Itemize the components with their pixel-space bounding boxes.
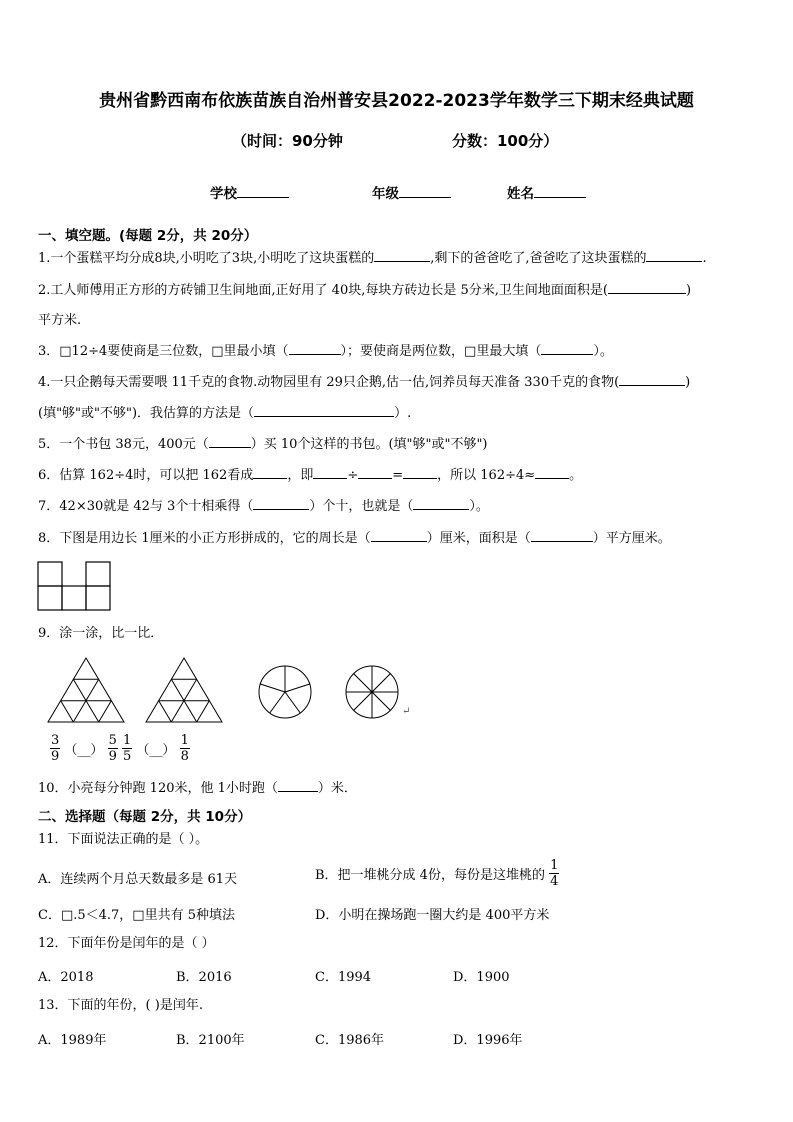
triangle-figure-1 [46, 656, 130, 726]
school-field [210, 182, 289, 202]
question-10 [38, 780, 357, 798]
question-8 [38, 530, 671, 548]
q6-text-f: 。 [569, 468, 583, 483]
q10-blank[interactable] [278, 780, 318, 792]
q11-option-b-text: B．把一堆桃分成 4份，每份是这堆桃的 [315, 868, 545, 883]
q4-text-b: ) [685, 375, 691, 390]
q7-text-c: ）。 [469, 499, 489, 514]
q6-blank-1[interactable] [253, 467, 287, 479]
square-bottom-left [38, 586, 62, 610]
q7-text-a: 7．42×30就是 42与 3个十相乘得（ [38, 499, 254, 514]
fraction-1-5: $\frac{1}{5}$ [123, 733, 132, 764]
q8-text-c: ）平方厘米。 [592, 531, 671, 546]
q11-option-a[interactable]: A．连续两个月总天数最多是 61天 [38, 872, 238, 887]
q6-blank-4[interactable] [403, 467, 437, 479]
q8-text-b: ）厘米，面积是（ [426, 531, 531, 546]
q4-text-c: (填"够"或"不够")．我估算的方法是（ [38, 406, 255, 421]
q3-blank-1[interactable] [289, 343, 341, 355]
q8-text-a: 8．下图是用边长 1厘米的小正方形拼成的，它的周长是（ [38, 531, 371, 546]
q11-option-d[interactable]: D．小明在操场跑一圈大约是 400平方米 [315, 908, 550, 923]
square-top-left [38, 562, 62, 586]
fraction-1-4: $\frac{1}{4}$ [550, 858, 559, 889]
q8-blank-1[interactable] [371, 530, 427, 542]
question-9: 9．涂一涂，比一比． [38, 626, 164, 641]
q7-text-b: ）个十，也就是（ [309, 499, 414, 514]
q4-blank-2[interactable] [254, 405, 394, 417]
q4-text-d: ）. [394, 406, 412, 421]
q6-text-d: = [392, 468, 404, 483]
q9-compare-blank-2[interactable]: （__） [136, 743, 176, 758]
q13-option-a[interactable]: A．1989年 [38, 1033, 107, 1048]
q6-blank-3[interactable] [358, 467, 392, 479]
q5-blank[interactable] [209, 436, 251, 448]
question-5 [38, 436, 488, 454]
square-top-right [86, 562, 110, 586]
question-12: 12．下面年份是闰年的是（ ） [38, 936, 215, 951]
q5-text-a: 5．一个书包 38元，400元（ [38, 437, 209, 452]
q13-option-c[interactable]: C．1986年 [315, 1033, 385, 1048]
time-label: （时间：90分钟 [232, 132, 343, 150]
school-label: 学校 [210, 186, 237, 202]
question-7 [38, 498, 489, 516]
q2-text-b: ) [685, 283, 692, 298]
q7-blank-2[interactable] [413, 498, 469, 510]
q10-text-b: ）米． [317, 781, 357, 796]
q3-blank-2[interactable] [541, 343, 593, 355]
fraction-5-9: $\frac{5}{9}$ [108, 733, 117, 764]
question-1 [38, 250, 707, 268]
triangle-figure-2 [144, 656, 228, 726]
q10-text-a: 10．小亮每分钟跑 120米，他 1小时跑（ [38, 781, 278, 796]
q2-blank[interactable] [608, 282, 686, 294]
q4-blank-1[interactable] [619, 374, 685, 386]
section1-heading: 一、填空题。(每题 2分，共 20分） [38, 228, 258, 244]
fraction-1-8: $\frac{1}{8}$ [180, 733, 189, 764]
q8-square-figure [37, 561, 113, 611]
square-bottom-right [86, 586, 110, 610]
q13-option-b[interactable]: B．2100年 [176, 1033, 245, 1048]
section2-heading: 二、选择题（每题 2分，共 10分） [38, 809, 252, 825]
q11-option-c[interactable]: C．□.5＜4.7，□里共有 5种填法 [38, 908, 235, 923]
q5-text-b: ）买 10个这样的书包。(填"够"或"不够") [250, 437, 488, 452]
q8-blank-2[interactable] [531, 530, 593, 542]
q12-option-a[interactable]: A．2018 [38, 970, 94, 985]
q6-text-b: ，即 [287, 468, 314, 483]
q6-text-c: ÷ [347, 468, 359, 483]
grade-label: 年级 [372, 186, 399, 202]
fraction-3-9: $\frac{3}{9}$ [51, 733, 60, 764]
page-title: 贵州省黔西南布依族苗族自治州普安县2022-2023学年数学三下期末经典试题 [99, 91, 694, 111]
q6-blank-5[interactable] [535, 467, 569, 479]
square-bottom-middle [62, 586, 86, 610]
q3-text-b: ）；要使商是两位数，□里最大填（ [340, 344, 542, 359]
q6-text-a: 6．估算 162÷4时，可以把 162看成 [38, 468, 254, 483]
q1-text-c: . [702, 251, 707, 266]
q3-text-a: 3．□12÷4要使商是三位数，□里最小填（ [38, 344, 289, 359]
grade-blank[interactable] [399, 185, 451, 198]
name-label: 姓名 [507, 186, 534, 202]
q1-text-a: 1.一个蛋糕平均分成8块,小明吃了3块,小明吃了这块蛋糕的 [38, 251, 375, 266]
q11-option-b[interactable] [315, 858, 559, 889]
q9-compare-blank-1[interactable]: （__） [64, 743, 104, 758]
name-field [507, 182, 586, 202]
q2-text-a: 2.工人师傅用正方形的方砖铺卫生间地面,正好用了 40块,每块方砖边长是 5分米,卫生间地面面积是( [38, 283, 608, 298]
grade-field [372, 182, 451, 202]
q2-unit: 平方米. [38, 313, 82, 328]
q6-text-e: ，所以 162÷4≈ [437, 468, 536, 483]
q1-blank-2[interactable] [646, 250, 702, 262]
question-6 [38, 467, 582, 485]
q12-option-d[interactable]: D．1900 [453, 970, 510, 985]
q13-option-d[interactable]: D．1996年 [453, 1033, 523, 1048]
q9-compare-row [50, 733, 190, 764]
circle-eight-parts [344, 664, 400, 720]
circle-five-parts [257, 664, 313, 720]
question-4-line2 [38, 405, 411, 423]
question-11: 11．下面说法正确的是（ ）。 [38, 832, 209, 847]
q6-blank-2[interactable] [313, 467, 347, 479]
score-label: 分数：100分） [452, 132, 559, 150]
question-2 [38, 282, 691, 300]
q1-text-b: ,剩下的爸爸吃了,爸爸吃了这块蛋糕的 [430, 251, 647, 266]
question-3 [38, 343, 613, 361]
q12-option-c[interactable]: C．1994 [315, 970, 372, 985]
q7-blank-1[interactable] [253, 498, 309, 510]
q4-text-a: 4.一只企鹅每天需要喂 11千克的食物.动物园里有 29只企鹅,估一估,饲养员每天准备 330千克的食物( [38, 375, 620, 390]
question-4 [38, 374, 690, 392]
name-blank[interactable] [534, 185, 586, 198]
q12-option-b[interactable]: B．2016 [176, 970, 232, 985]
school-blank[interactable] [237, 185, 289, 198]
q1-blank-1[interactable] [374, 250, 430, 262]
question-13: 13．下面的年份，( )是闰年. [38, 998, 203, 1013]
return-mark: ↵ [402, 706, 411, 717]
q3-text-c: ）。 [593, 344, 613, 359]
